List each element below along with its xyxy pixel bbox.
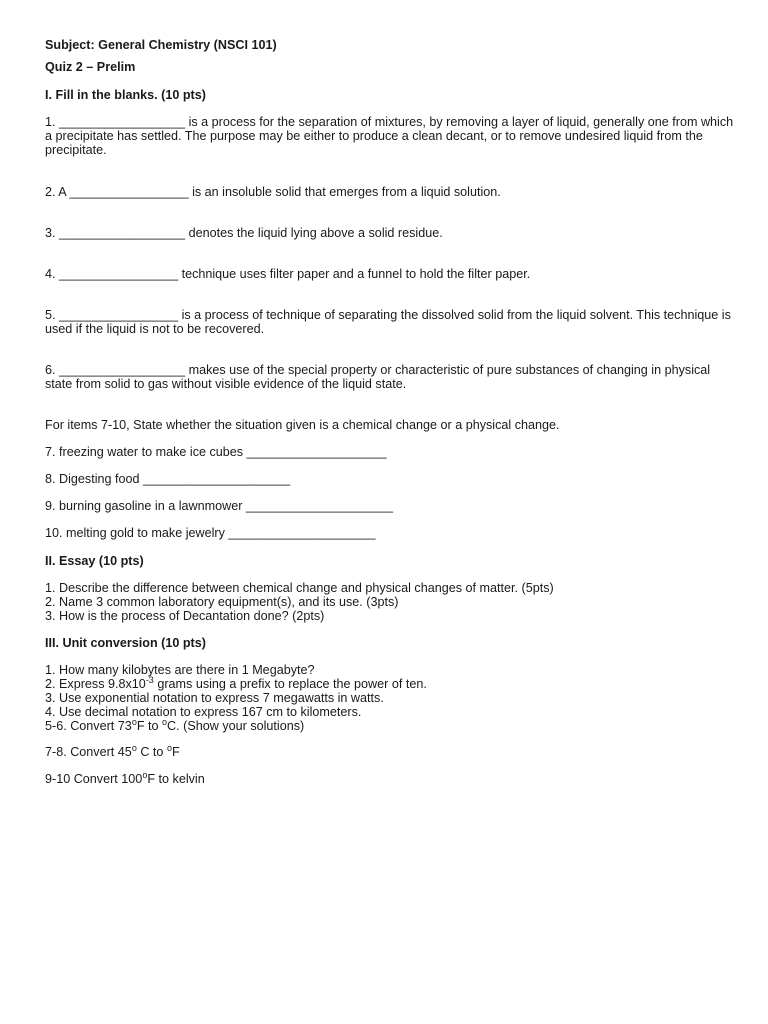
conversion-list bbox=[45, 663, 735, 733]
section1-title: I. Fill in the blanks. (10 pts) bbox=[45, 88, 206, 102]
conversion-item-7-8-text-b: C to bbox=[136, 745, 167, 759]
question-8: 8. Digesting food _____________________ bbox=[45, 472, 291, 486]
degree-mark: o bbox=[131, 743, 137, 753]
conversion-item-9-10-text-a: 9-10 Convert 100 bbox=[45, 772, 143, 786]
question-3: 3. __________________ denotes the liquid lying above a solid residue. bbox=[45, 226, 443, 240]
question-6: 6. __________________ makes use of the special property or characteristic of pure substances of changing in physical state from solid to gas without visible evidence of the liquid state. bbox=[45, 363, 711, 391]
conversion-item-5-6-text-b: F to bbox=[136, 719, 163, 733]
conversion-item-7-8 bbox=[45, 745, 735, 759]
question-2: 2. A _________________ is an insoluble solid that emerges from a liquid solution. bbox=[45, 185, 501, 199]
question-4: 4. _________________ technique uses filter paper and a funnel to hold the filter paper. bbox=[45, 267, 531, 281]
conversion-item-9-10-text-b: F to kelvin bbox=[147, 772, 205, 786]
subject-line: Subject: General Chemistry (NSCI 101) bbox=[45, 38, 277, 52]
essay-item-3: 3. How is the process of Decantation done? (2pts) bbox=[45, 609, 325, 623]
degree-mark: o bbox=[131, 717, 137, 727]
question-7: 7. freezing water to make ice cubes ____________________ bbox=[45, 445, 387, 459]
question-1: 1. __________________ is a process for the separation of mixtures, by removing a layer of liquid, generally one from which a precipitate has settled. The purpose may be either to produce a clean decant, or to remove undesired liquid from the precipitate. bbox=[45, 115, 734, 157]
conversion-item-2-text-a: 2. Express 9.8x10 bbox=[45, 677, 146, 691]
conversion-item-3: 3. Use exponential notation to express 7 megawatts in watts. bbox=[45, 691, 384, 705]
degree-mark: o bbox=[162, 717, 168, 727]
conversion-item-5-6-text-c: C. (Show your solutions) bbox=[167, 719, 305, 733]
essay-list bbox=[45, 581, 735, 623]
section2-title: II. Essay (10 pts) bbox=[45, 554, 144, 568]
question-9: 9. burning gasoline in a lawnmower _____________________ bbox=[45, 499, 394, 513]
conversion-item-1: 1. How many kilobytes are there in 1 Megabyte? bbox=[45, 663, 315, 677]
essay-item-1: 1. Describe the difference between chemical change and physical changes of matter. (5pts) bbox=[45, 581, 554, 595]
question-10: 10. melting gold to make jewelry _____________________ bbox=[45, 526, 376, 540]
exponent: -3 bbox=[145, 675, 154, 685]
instruction-7-10: For items 7-10, State whether the situation given is a chemical change or a physical change. bbox=[45, 418, 560, 432]
conversion-item-5-6 bbox=[45, 719, 735, 733]
conversion-item-7-8-text-a: 7-8. Convert 45 bbox=[45, 745, 132, 759]
conversion-item-4: 4. Use decimal notation to express 167 cm to kilometers. bbox=[45, 705, 362, 719]
conversion-item-5-6-text-a: 5-6. Convert 73 bbox=[45, 719, 132, 733]
quiz-title: Quiz 2 – Prelim bbox=[45, 60, 136, 74]
section3-title: III. Unit conversion (10 pts) bbox=[45, 636, 206, 650]
conversion-item-2 bbox=[45, 677, 735, 691]
degree-mark: o bbox=[142, 770, 148, 780]
question-5: 5. _________________ is a process of technique of separating the dissolved solid from the liquid solvent. This technique is used if the liquid is not to be recovered. bbox=[45, 308, 731, 336]
essay-item-2: 2. Name 3 common laboratory equipment(s), and its use. (3pts) bbox=[45, 595, 399, 609]
conversion-item-2-text-b: grams using a prefix to replace the power of ten. bbox=[153, 677, 427, 691]
degree-mark: o bbox=[166, 743, 172, 753]
conversion-item-9-10 bbox=[45, 772, 735, 786]
conversion-item-7-8-text-c: F bbox=[171, 745, 180, 759]
quiz-document bbox=[45, 38, 735, 786]
